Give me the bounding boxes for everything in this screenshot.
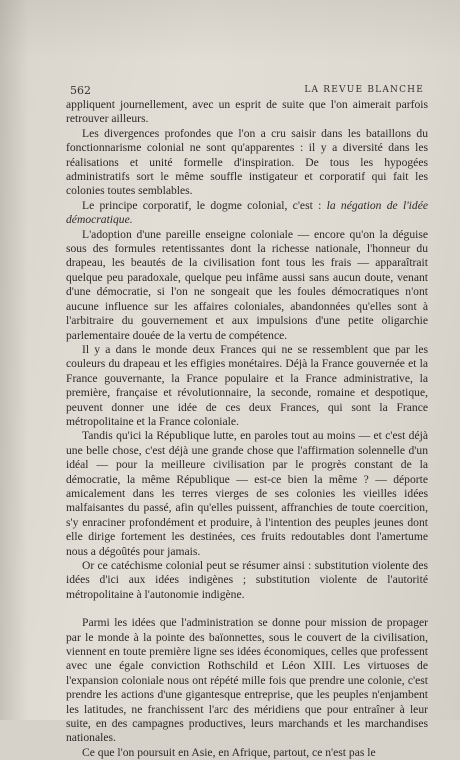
page-shadow-left — [0, 0, 28, 720]
paragraph: Parmi les idées que l'administration se donne pour mission de propager par le monde à la pointe des baïonnettes, sous le couvert de la civilisation, viennent en toute première ligne ses idées économiques, celles que professent avec une égale conviction Rothschild et Léon XIII. Les virtuoses de l'expansion coloniale nous ont répété mille fois que prendre une colonie, c'est prendre les actions d'une gigantesque entreprise, que les peuples n'enjambent les latitudes, ne franchissent l'arc des méridiens que pour entraîner à leur suite, en des campagnes productives, leurs marchands et les marchandises nationales. — [66, 616, 428, 745]
paragraph-truncated: Ce que l'on poursuit en Asie, en Afrique, partout, ce n'est pas le — [82, 745, 376, 759]
paragraph: Les divergences profondes que l'on a cru saisir dans les bataillons du fonctionnarisme colonial ne sont qu'apparentes : il y a diversité dans les réalisations et unité formelle d'inspiration. De tous les hypogées administratifs sort le même souffle instigateur et corporatif qui fait les colonies toutes semblables. — [66, 126, 428, 198]
emphasized-text: la négation de l'idée démocratique. — [66, 198, 428, 227]
paragraph: Or ce catéchisme colonial peut se résumer ainsi : substitution violente des idées d'ici aux idées indigènes ; substitution violente de l'autorité métropolitaine à l'autonomie indigène. — [66, 559, 428, 601]
journal-title: LA REVUE BLANCHE — [304, 85, 424, 95]
paragraph: Tandis qu'ici la République lutte, en paroles tout au moins — et c'est déjà une belle chose, c'est déjà une grande chose que l'affirmation solennelle d'un idéal — pour la meilleure civilisation par le progrès constant de la démocratie, la même République — est-ce bien la même ? — déporte amicalement dans les terres vierges de ses colonies les vieilles idées malfaisantes du passé, afin qu'elles puissent, affranchies de toute coercition, s'y enraciner profondément et produire, à l'intention des peuples jeunes dont elle dirige fortement les destinées, ces fruits redoutables dont l'amertume nous a dégoûtés pour jamais. — [66, 429, 428, 558]
body-text — [66, 98, 428, 760]
paragraph: Il y a dans le monde deux Frances qui ne se ressemblent que par les couleurs du drapeau et les effigies monétaires. Déjà la France gouvernée et la France gouvernante, la France populaire et la France administrative, la première, française et révolutionnaire, la seconde, romaine et despotique, peuvent donner une idée de ces deux Frances, qui sont la France métropolitaine et la France coloniale. — [66, 342, 428, 428]
running-head — [70, 84, 424, 98]
page-number: 562 — [70, 84, 91, 97]
page-shadow-top — [0, 0, 460, 60]
paragraph-continuation: appliquent journellement, avec un esprit de suite que l'on aimerait parfois retrouver ailleurs. — [66, 98, 428, 126]
paragraph: L'adoption d'une pareille enseigne coloniale — encore qu'on la déguise sous des formules retentissantes dont la richesse nationale, l'honneur du drapeau, les beautés de la civilisation font tous les frais — apparaîtrait quelque peu paradoxale, quelque peu infâme aussi sans aucun doute, venant d'une démocratie, si l'on ne songeait que les foules démocratiques n'ont aucune influence sur les affaires coloniales, abandonnées qu'elles sont à l'arbitraire du gouvernement et aux impulsions d'une petite oligarchie parlementaire douée de la vertu de compétence. — [66, 227, 428, 342]
paragraph-dogme — [66, 199, 428, 228]
paragraph-text: Le principe corporatif, le dogme colonial, c'est : — [82, 198, 327, 212]
